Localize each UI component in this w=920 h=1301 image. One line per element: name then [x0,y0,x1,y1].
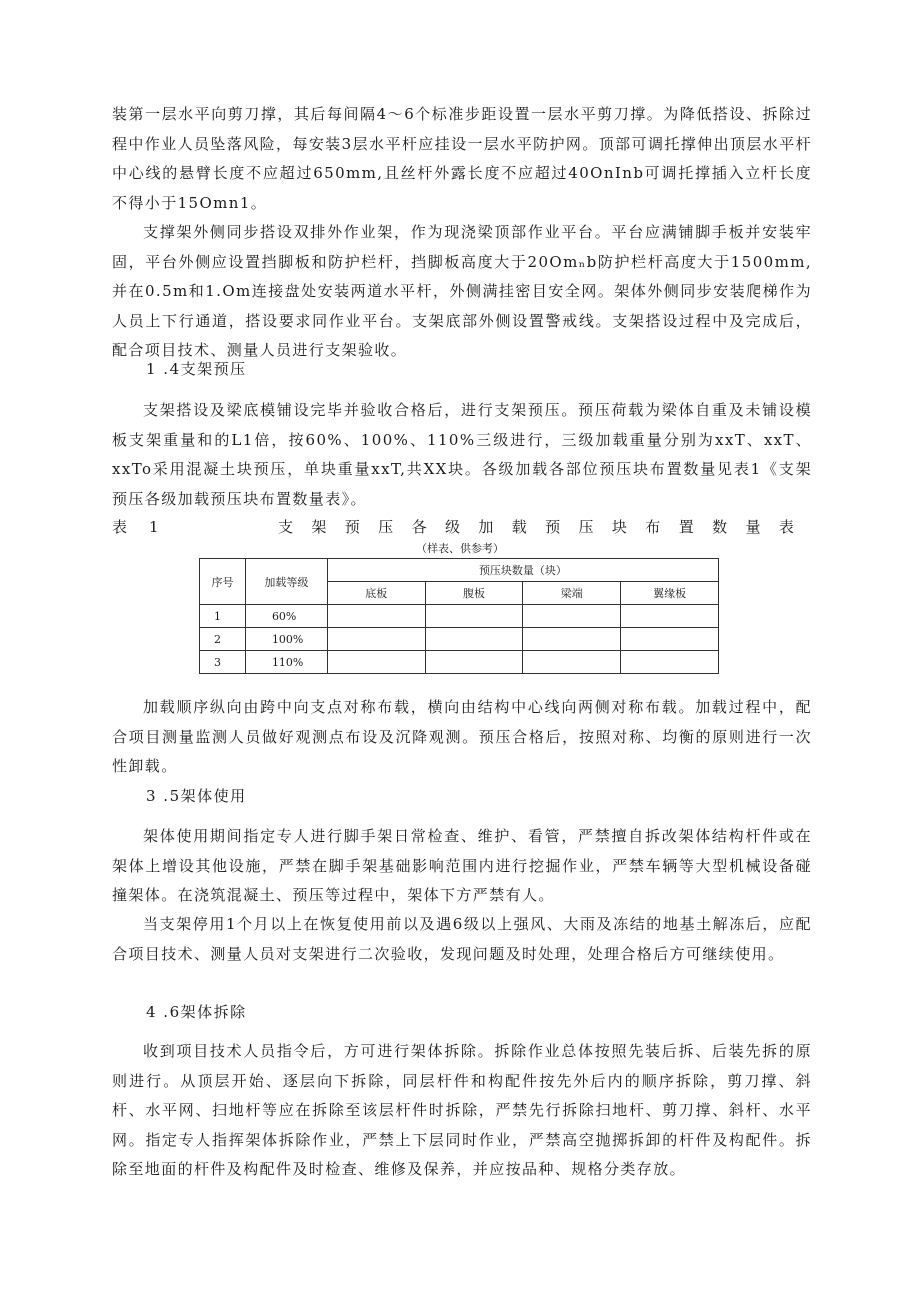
table-title-char: 载 [511,518,527,536]
paragraph-usage: 架体使用期间指定专人进行脚手架日常检查、维护、看管，严禁擅自拆改架体结构杆件或在架体上增设其他设施，严禁在脚手架基础影响范围内进行挖掘作业，严禁车辆等大型机械设备碰撞架体。在浇筑混凝土、预压等过程中，架体下方严禁有人。 [112,827,812,904]
table-title-char: 压 [378,518,394,536]
table-number: 表1 [112,518,181,536]
row-level: 100% [245,628,327,651]
table-title-char: 数 [712,518,728,536]
table-cell [621,605,719,628]
table-title-char: 块 [611,518,627,536]
table-cell [523,628,621,651]
header-index: 序号 [200,559,246,605]
table-title-char: 级 [444,518,460,536]
table-row [200,605,719,628]
table-title-char: 量 [745,518,761,536]
table-cell [523,605,621,628]
row-index: 1 [200,605,246,628]
table-title-char: 压 [578,518,594,536]
section-heading-preload: 1 .4支架预压 [146,360,247,378]
table-cell [425,628,523,651]
table-cell [425,605,523,628]
table-title-char: 支 [278,518,294,536]
header-block-count: 预压块数量（块） [327,559,718,582]
row-index: 2 [200,628,246,651]
table-cell [425,651,523,674]
paragraph-work-platform: 支撑架外侧同步搭设双排外作业架，作为现浇梁顶部作业平台。平台应满铺脚手板并安装牢固，平台外侧应设置挡脚板和防护栏杆，挡脚板高度大于20Omₙb防护栏杆高度大于1500mm,并在0.5m和1.Om连接盘处安装两道水平杆，外侧满挂密目安全网。架体外侧同步安装爬梯作为人员上下行通道，搭设要求同作业平台。支架底部外侧设置警戒线。支架搭设过程中及完成后，配合项目技术、测量人员进行支架验收。 [112,223,812,359]
header-bottom-slab: 底板 [327,582,425,605]
row-level: 60% [245,605,327,628]
paragraph-reinspection: 当支架停用1个月以上在恢复使用前以及遇6级以上强风、大雨及冻结的地基土解冻后，应配合项目技术、测量人员对支架进行二次验收，发现问题及时处理，处理合格后方可继续使用。 [112,915,812,963]
table-cell [327,651,425,674]
table-cell [327,628,425,651]
header-web: 腹板 [425,582,523,605]
table-title-char: 置 [678,518,694,536]
header-flange: 翼缘板 [621,582,719,605]
table-cell [327,605,425,628]
table-header-row [200,559,719,582]
table-row [200,651,719,674]
paragraph-preload: 支架搭设及梁底模铺设完毕并验收合格后，进行支架预压。预压荷载为梁体自重及未铺设模板支架重量和的L1倍，按60%、100%、110%三级进行，三级加载重量分别为xxT、xxT、xxTo采用混凝土块预压，单块重量xxT,共XX块。各级加载各部位预压块布置数量见表1《支架预压各级加载预压块布置数量表》。 [112,401,812,508]
table-cell [621,628,719,651]
section-heading-usage: 3 .5架体使用 [146,787,247,805]
table-title-char: 架 [311,518,327,536]
table-title-char: 预 [545,518,561,536]
paragraph-scaffold-bracing: 装第一层水平向剪刀撑，其后每间隔4～6个标准步距设置一层水平剪刀撑。为降低搭设、拆除过程中作业人员坠落风险，每安装3层水平杆应挂设一层水平防护网。顶部可调托撑伸出顶层水平杆中心线的悬臂长度不应超过650mm,且丝杆外露长度不应超过40OnInb可调托撑插入立杆长度不得小于15Omn1。 [112,105,812,212]
preload-table [199,558,719,674]
table-title-char: 布 [645,518,661,536]
table-title-char: 加 [478,518,494,536]
table-cell [621,651,719,674]
paragraph-dismantle: 收到项目技术人员指令后，方可进行架体拆除。拆除作业总体按照先装后拆、后装先拆的原则进行。从顶层开始、逐层向下拆除，同层杆件和构配件按先外后内的顺序拆除，剪刀撑、斜杆、水平网、扫地杆等应在拆除至该层杆件时拆除，严禁先行拆除扫地杆、剪刀撑、斜杆、水平网。指定专人指挥架体拆除作业，严禁上下层同时作业，严禁高空抛掷拆卸的杆件及构配件。拆除至地面的杆件及构配件及时检查、维修及保养，并应按品种、规格分类存放。 [112,1042,812,1178]
section-heading-dismantle: 4 .6架体拆除 [146,1003,247,1021]
table-cell [523,651,621,674]
row-index: 3 [200,651,246,674]
table-note: （样表、供参考） [416,542,504,555]
table-title-char: 预 [344,518,360,536]
table-row [200,628,719,651]
paragraph-loading-sequence: 加载顺序纵向由跨中向支点对称布载，横向由结构中心线向两侧对称布载。加载过程中，配合项目测量监测人员做好观测点布设及沉降观测。预压合格后，按照对称、均衡的原则进行一次性卸载。 [112,698,812,775]
header-level: 加载等级 [245,559,327,605]
table-title-char: 各 [411,518,427,536]
header-beam-end: 梁端 [523,582,621,605]
table-title [278,516,794,538]
table-title-char: 表 [778,518,794,536]
row-level: 110% [245,651,327,674]
